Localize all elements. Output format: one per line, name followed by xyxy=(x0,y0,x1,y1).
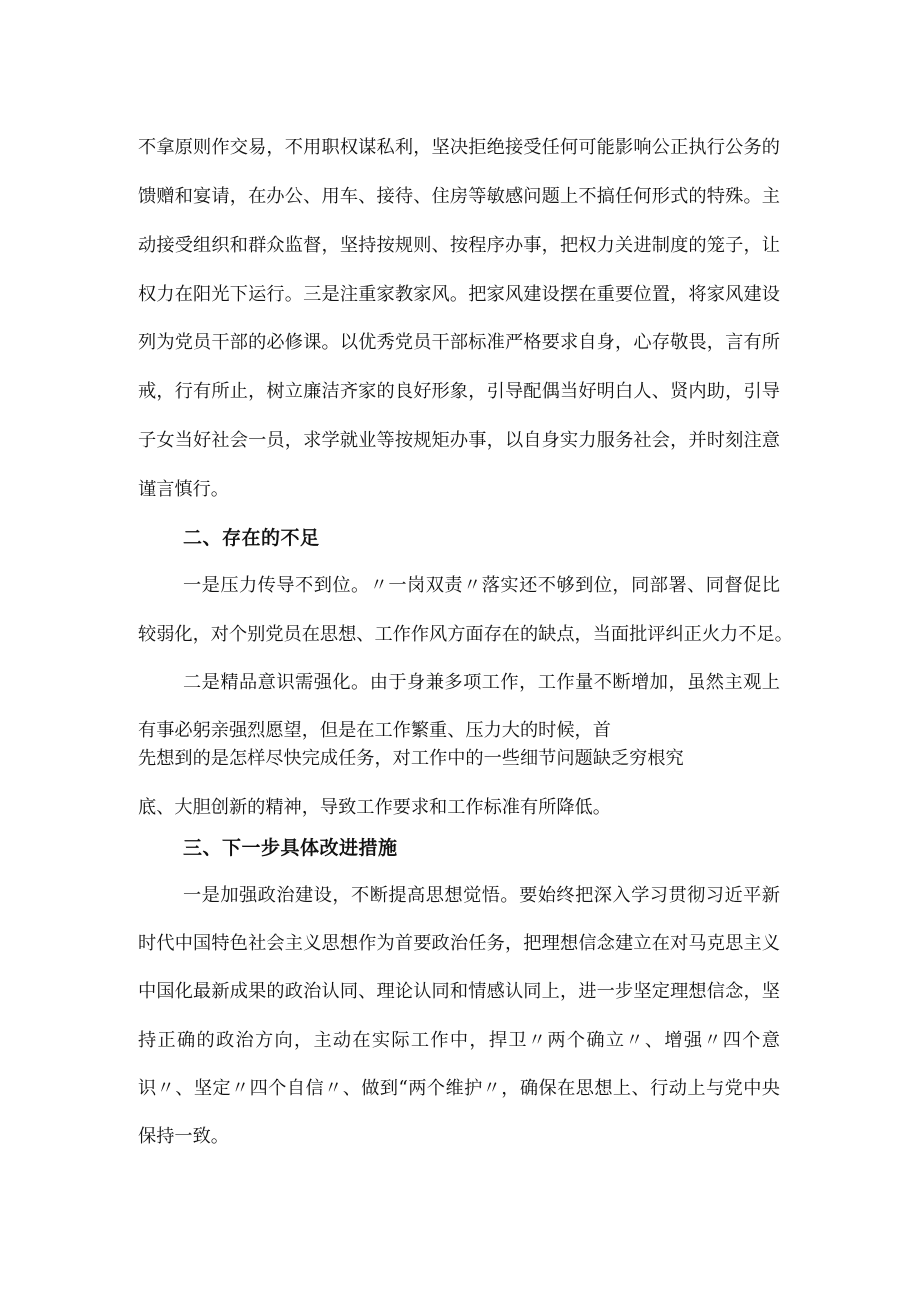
paragraph-line: 权力在阳光下运行。三是注重家教家风。把家风建设摆在重要位置，将家风建设 xyxy=(138,284,780,305)
paragraph-line: 列为党员干部的必修课。以优秀党员干部标准严格要求自身，心存敬畏，言有所 xyxy=(138,332,780,353)
section-heading-deficiencies: 二、存在的不足 xyxy=(183,527,320,549)
section-heading-improvement-measures: 三、下一步具体改进措施 xyxy=(183,837,398,859)
paragraph-line: 中国化最新成果的政治认同、理论认同和情感认同上，进一步坚定理想信念，坚 xyxy=(138,981,780,1002)
paragraph-line: 谨言慎行。 xyxy=(138,479,229,500)
paragraph-line: 馈赠和宴请，在办公、用车、接待、住房等敏感问题上不搞任何形式的特殊。主 xyxy=(138,186,780,207)
paragraph-line: 保持一致。 xyxy=(138,1126,229,1147)
paragraph-line: 二是精品意识需强化。由于身兼多项工作，工作量不断增加，虽然主观上 xyxy=(183,672,780,693)
paragraph-line: 有事必躬亲强烈愿望，但是在工作繁重、压力大的时候，首 xyxy=(138,720,611,741)
paragraph-line: 动接受组织和群众监督，坚持按规则、按程序办事，把权力关进制度的笼子，让 xyxy=(138,235,780,256)
paragraph-line: 子女当好社会一员，求学就业等按规矩办事，以自身实力服务社会，并时刻注意 xyxy=(138,430,780,451)
paragraph-line: 一是加强政治建设，不断提高思想觉悟。要始终把深入学习贯彻习近平新 xyxy=(183,885,780,906)
paragraph-line: 先想到的是怎样尽快完成任务，对工作中的一些细节问题缺乏穷根究 xyxy=(138,748,684,769)
paragraph-line: 时代中国特色社会主义思想作为首要政治任务，把理想信念建立在对马克思主义 xyxy=(138,933,780,954)
paragraph-line: 戒，行有所止，树立廉洁齐家的良好形象，引导配偶当好明白人、贤内助，引导 xyxy=(138,381,780,402)
paragraph-line: 不拿原则作交易，不用职权谋私利，坚决拒绝接受任何可能影响公正执行公务的 xyxy=(138,137,780,158)
paragraph-line: 识〃、坚定〃四个自信〃、做到“两个维护〃，确保在思想上、行动上与党中央 xyxy=(138,1078,780,1099)
paragraph-line: 较弱化，对个别党员在思想、工作作风方面存在的缺点，当面批评纠正火力不足。 xyxy=(138,624,793,645)
paragraph-line: 持正确的政治方向，主动在实际工作中，捍卫〃两个确立〃、增强〃四个意 xyxy=(138,1030,780,1051)
paragraph-line: 底、大胆创新的精神，导致工作要求和工作标准有所降低。 xyxy=(138,797,611,818)
paragraph-line: 一是压力传导不到位。〃一岗双责〃落实还不够到位，同部署、同督促比 xyxy=(183,575,780,596)
